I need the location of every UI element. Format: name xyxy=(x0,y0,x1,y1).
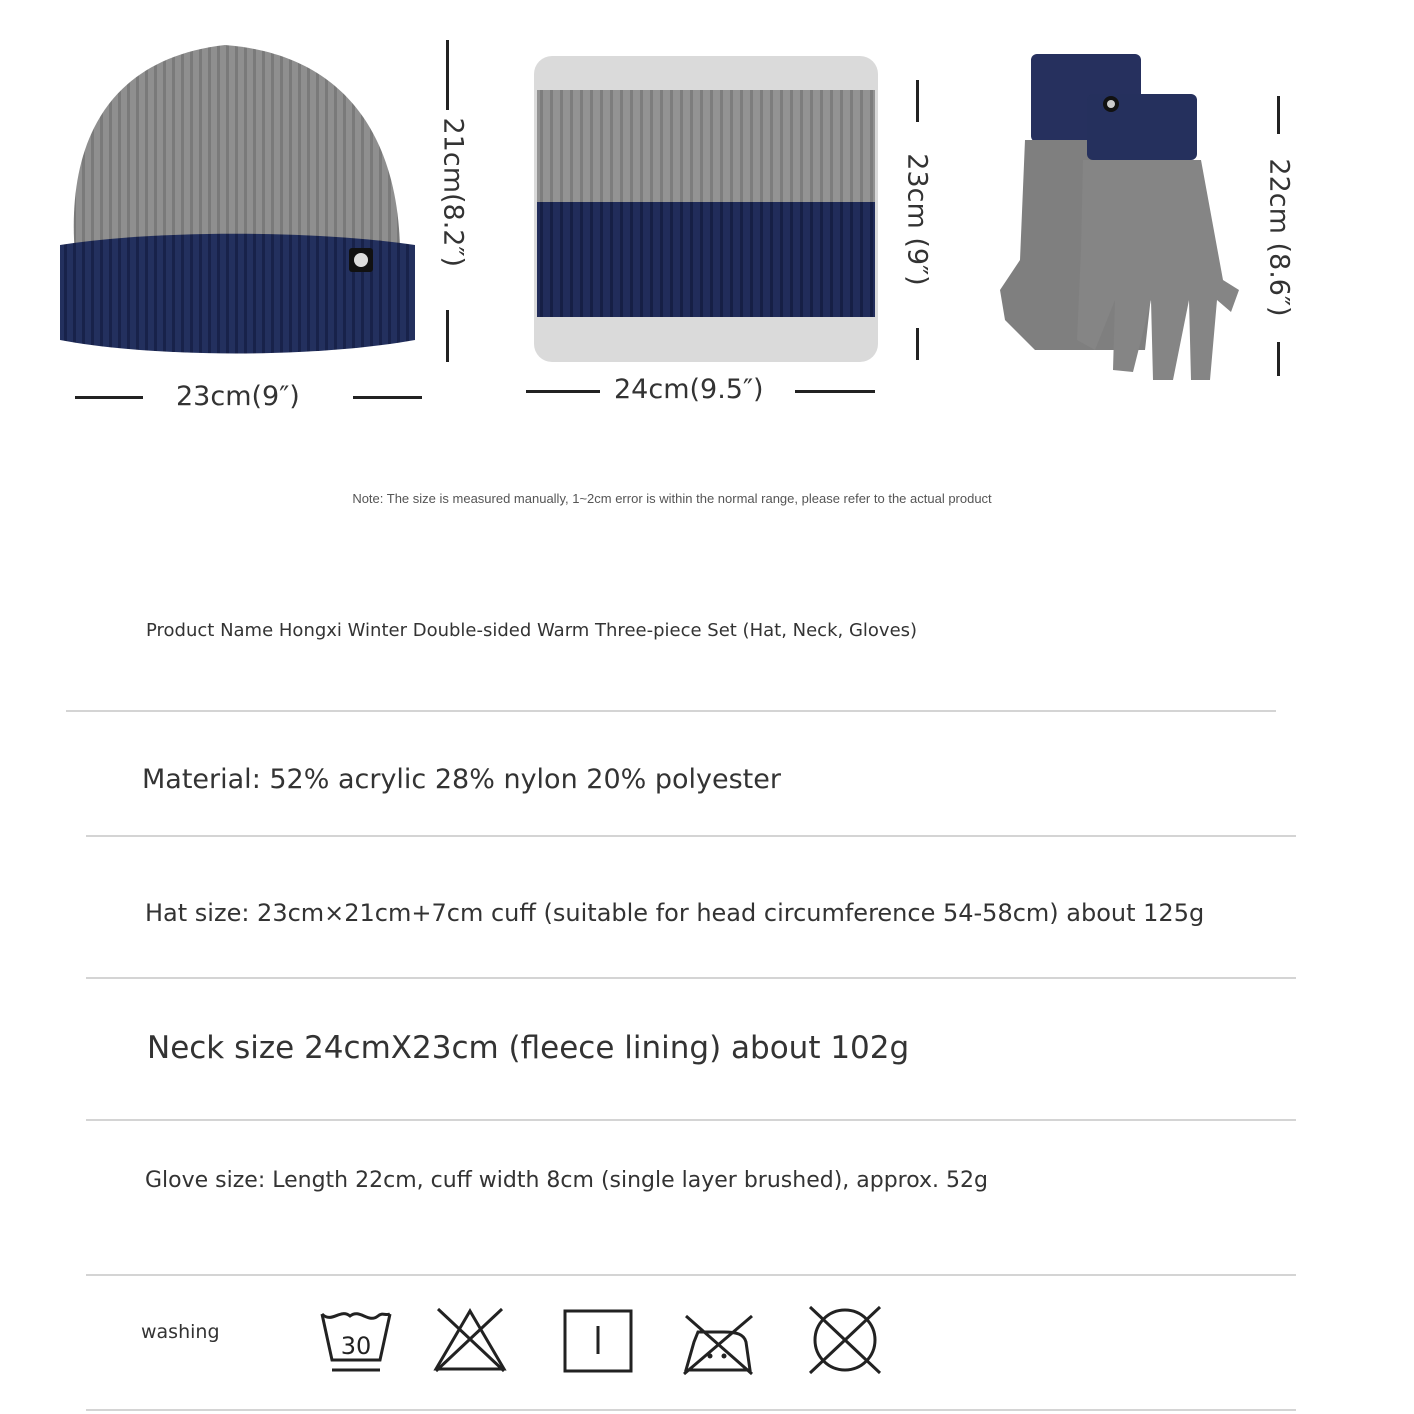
washing-label: washing xyxy=(141,1321,220,1343)
hat-image xyxy=(55,40,425,360)
wash-30-icon xyxy=(318,1308,394,1376)
divider xyxy=(86,1409,1296,1411)
hat-width-label: 23cm(9″) xyxy=(176,381,300,412)
line-dry-icon xyxy=(562,1308,634,1374)
material-spec: Material: 52% acrylic 28% nylon 20% polyester xyxy=(142,764,781,795)
neck-warmer-image xyxy=(530,52,882,366)
glove-size-spec: Glove size: Length 22cm, cuff width 8cm (single layer brushed), approx. 52g xyxy=(145,1168,988,1193)
do-not-dry-clean-icon xyxy=(806,1303,884,1377)
hat-height-label: 21cm(8.2″) xyxy=(437,117,469,268)
hat-size-spec: Hat size: 23cm×21cm+7cm cuff (suitable for head circumference 54-58cm) about 125g xyxy=(145,899,1205,927)
divider xyxy=(86,835,1296,837)
glove-height-label: 22cm (8.6″) xyxy=(1263,158,1295,317)
gloves-image xyxy=(995,50,1245,390)
divider xyxy=(86,1274,1296,1276)
neck-width-label: 24cm(9.5″) xyxy=(614,374,764,405)
divider xyxy=(66,710,1276,712)
divider xyxy=(86,977,1296,979)
product-name: Product Name Hongxi Winter Double-sided Warm Three-piece Set (Hat, Neck, Gloves) xyxy=(146,620,918,641)
neck-height-label: 23cm (9″) xyxy=(901,153,933,286)
wash-temp: 30 xyxy=(340,1332,372,1360)
do-not-iron-icon xyxy=(680,1312,756,1376)
do-not-bleach-icon xyxy=(432,1305,508,1375)
divider xyxy=(86,1119,1296,1121)
neck-size-spec: Neck size 24cmX23cm (fleece lining) about 102g xyxy=(147,1030,910,1066)
measurement-note: Note: The size is measured manually, 1~2cm error is within the normal range, please refer to the actual product xyxy=(352,491,992,506)
